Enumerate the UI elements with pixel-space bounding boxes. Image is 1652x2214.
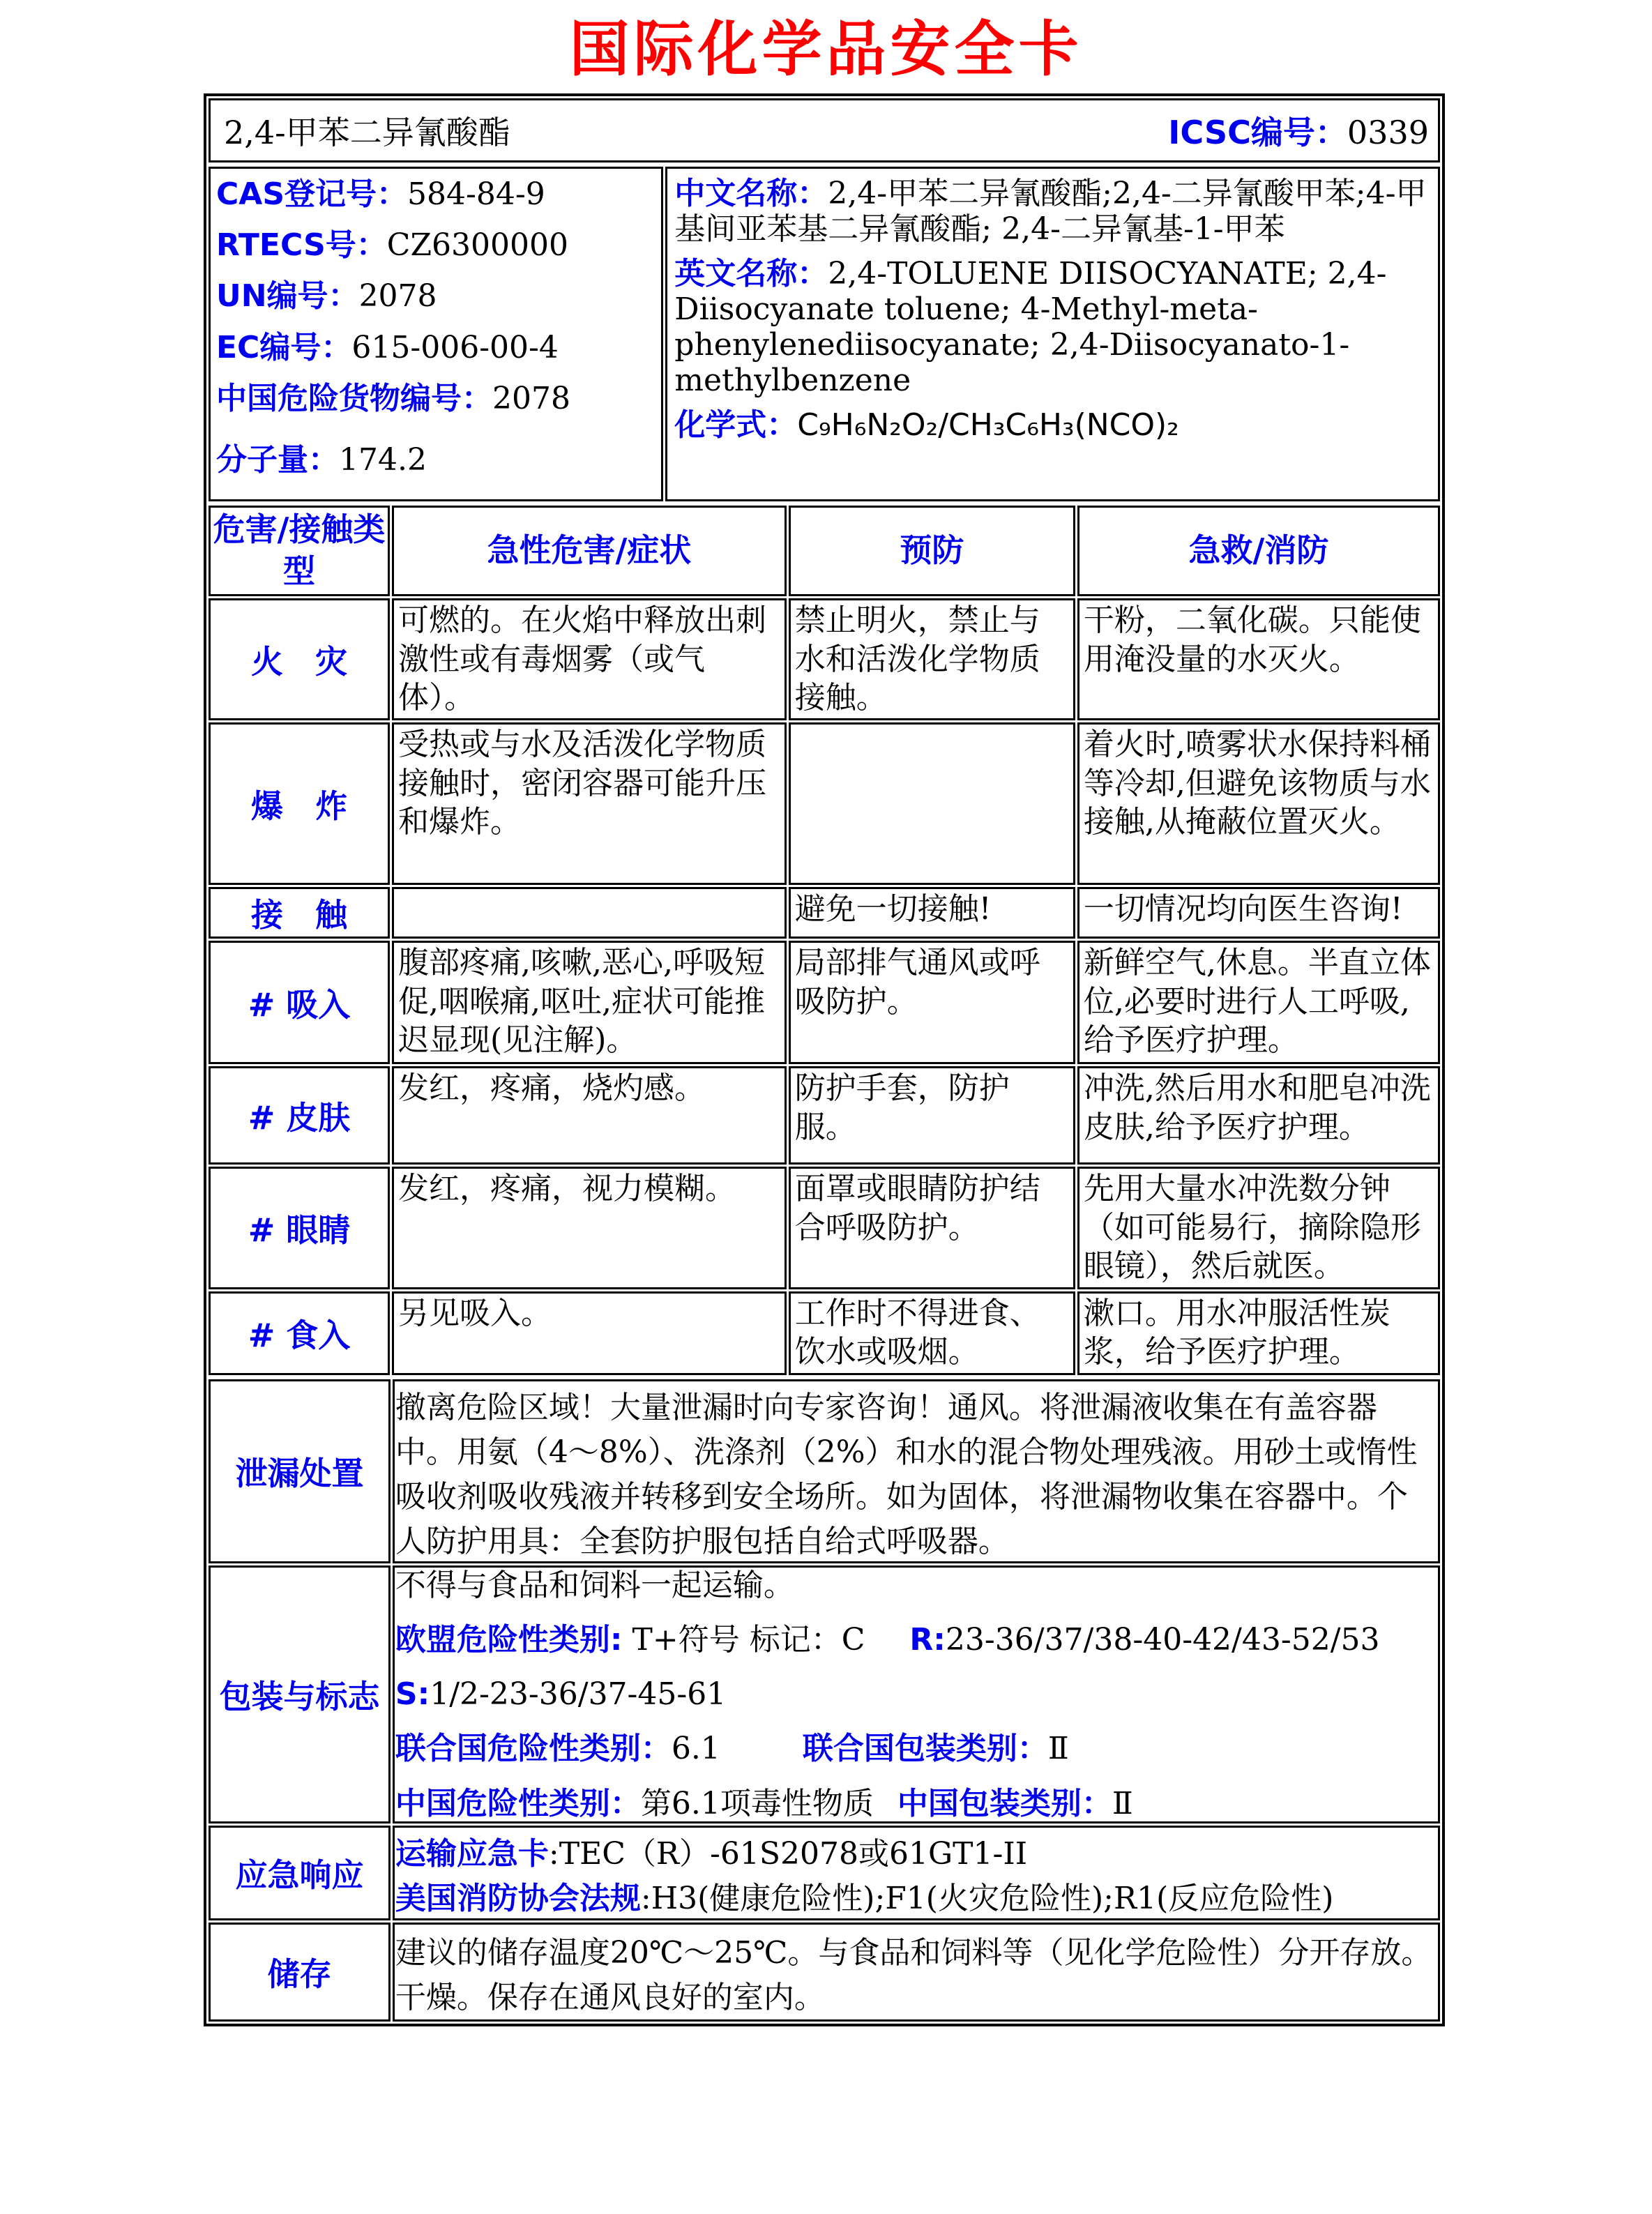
packaging-cn-line: 中国危险性类别：第6.1项毒性物质 中国包装类别：Ⅱ [395, 1785, 1133, 1821]
hazard-type-ingestion: # 食入 [209, 1291, 390, 1375]
packaging-eu-line: 欧盟危险性类别: T+符号 标记：C R:23-36/37/38-40-42/43-52/53 [395, 1621, 1380, 1658]
section-storage [209, 1923, 1440, 2022]
hazard-row-inhalation [209, 941, 1440, 1064]
spill-title-cell: 泄漏处置 [209, 1379, 391, 1563]
icsc-value: 0339 [1347, 114, 1429, 151]
hazard-cell: 一切情况均向医生咨询! [1077, 887, 1440, 939]
safety-card [204, 93, 1445, 2026]
name-table [206, 96, 1442, 165]
hazard-cell: 发红，疼痛，视力模糊。 [392, 1167, 787, 1289]
emergency-content [393, 1826, 1440, 1920]
hazard-cell: 着火时,喷雾状水保持料桶等冷却,但避免该物质与水接触,从掩蔽位置灭火。 [1077, 722, 1440, 885]
hazard-cell: 受热或与水及活泼化学物质接触时，密闭容器可能升压和爆炸。 [392, 722, 787, 885]
hazard-cell: 腹部疼痛,咳嗽,恶心,呼吸短促,咽喉痛,呕吐,症状可能推迟显现(见注解)。 [392, 941, 787, 1064]
hazard-cell [789, 722, 1075, 885]
page-title: 国际化学品安全卡 [569, 14, 1083, 84]
cn-dg-row: 中国危险货物编号：2078 [216, 380, 570, 416]
hazard-cell: 发红，疼痛，烧灼感。 [392, 1066, 787, 1165]
icsc-number [1168, 107, 1429, 153]
cas-row: CAS登记号：584-84-9 [216, 176, 545, 212]
spill-text: 撤离危险区域！大量泄漏时向专家咨询！通风。将泄漏液收集在有盖容器中。用氨（4～8%）、洗涤剂（2%）和水的混合物处理残液。用砂土或惰性吸收剂吸收残液并转移到安全场所。如为固体，将泄漏物收集在容器中。个人防护用具：全套防护服包括自给式呼吸器。 [393, 1379, 1440, 1563]
hazard-type-eyes: # 眼睛 [209, 1167, 390, 1289]
hazard-cell: 避免一切接触! [789, 887, 1075, 939]
section-spill [209, 1379, 1440, 1563]
hazard-cell: 可燃的。在火焰中释放出刺激性或有毒烟雾（或气体）。 [392, 598, 787, 720]
hazard-table [206, 503, 1442, 1377]
hazard-cell: 禁止明火，禁止与水和活泼化学物质接触。 [789, 598, 1075, 720]
hazard-row-skin [209, 1066, 1440, 1165]
un-row: UN编号：2078 [216, 278, 437, 314]
hazard-cell: 新鲜空气,休息。半直立体位,必要时进行人工呼吸,给予医疗护理。 [1077, 941, 1440, 1064]
storage-text: 建议的储存温度20℃～25℃。与食品和饲料等（见化学危险性）分开存放。干燥。保存在通风良好的室内。 [393, 1923, 1440, 2022]
emergency-tec-line: 运输应急卡:TEC（R）-61S2078或61GT1-II [395, 1835, 1028, 1872]
hazard-cell: 工作时不得进食、饮水或吸烟。 [789, 1291, 1075, 1375]
hazard-cell: 另见吸入。 [392, 1291, 787, 1375]
hazard-row-ingestion [209, 1291, 1440, 1375]
hazard-header-response: 急救/消防 [1077, 506, 1440, 596]
packaging-content [393, 1565, 1440, 1823]
emergency-title-cell: 应急响应 [209, 1826, 391, 1920]
hazard-cell: 面罩或眼睛防护结合呼吸防护。 [789, 1167, 1075, 1289]
icsc-label: ICSC编号： [1168, 114, 1347, 151]
sections-table [206, 1377, 1442, 2024]
packaging-s-line: S:1/2-23-36/37-45-61 [395, 1676, 727, 1713]
packaging-title-cell: 包装与标志 [209, 1565, 391, 1823]
section-emergency [209, 1826, 1440, 1920]
hazard-cell: 先用大量水冲洗数分钟（如可能易行，摘除隐形眼镜），然后就医。 [1077, 1167, 1440, 1289]
hazard-row-explosion [209, 722, 1440, 885]
section-packaging [209, 1565, 1440, 1823]
identifiers-left-cell [209, 167, 663, 501]
hazard-cell: 干粉，二氧化碳。只能使用淹没量的水灭火。 [1077, 598, 1440, 720]
hazard-type-inhalation: # 吸入 [209, 941, 390, 1064]
hazard-row-contact [209, 887, 1440, 939]
hazard-header-prevention: 预防 [789, 506, 1075, 596]
hazard-type-explosion: 爆 炸 [209, 722, 390, 885]
formula-row: 化学式：C₉H₆N₂O₂/CH₃C₆H₃(NCO)₂ [674, 407, 1179, 443]
packaging-un-line: 联合国危险性类别：6.1 联合国包装类别：Ⅱ [395, 1731, 1069, 1767]
english-name-row: 英文名称：2,4-TOLUENE DIISOCYANATE; 2,4-Diisocyanate toluene; 4-Methyl-meta-phenylenediisocyanate; 2,4-Diisocyanato-1-methylbenzene [674, 256, 1387, 399]
hazard-header-symptoms: 急性危害/症状 [392, 506, 787, 596]
chemical-formula: C₉H₆N₂O₂/CH₃C₆H₃(NCO)₂ [797, 407, 1179, 443]
hazard-cell: 局部排气通风或呼吸防护。 [789, 941, 1075, 1064]
hazard-row-fire [209, 598, 1440, 720]
hazard-cell: 漱口。用水冲服活性炭浆，给予医疗护理。 [1077, 1291, 1440, 1375]
identifiers-right-cell [665, 167, 1440, 501]
hazard-row-eyes [209, 1167, 1440, 1289]
hazard-cell: 防护手套，防护服。 [789, 1066, 1075, 1165]
rtecs-row: RTECS号：CZ6300000 [216, 227, 568, 264]
chinese-name-row: 中文名称：2,4-甲苯二异氰酸酯;2,4-二异氰酸甲苯;4-甲基间亚苯基二异氰酸酯; 2,4-二异氰基-1-甲苯 [674, 176, 1427, 248]
hazard-type-skin: # 皮肤 [209, 1066, 390, 1165]
hazard-header-type: 危害/接触类型 [209, 506, 390, 596]
packaging-transport-note: 不得与食品和饲料一起运输。 [395, 1567, 794, 1603]
ec-row: EC编号：615-006-00-4 [216, 329, 559, 365]
hazard-cell [392, 887, 787, 939]
identifiers-table [206, 165, 1442, 503]
name-row [209, 98, 1440, 162]
molecular-weight-row: 分子量：174.2 [216, 441, 427, 478]
storage-title-cell: 储存 [209, 1923, 391, 2022]
emergency-nfpa-line: 美国消防协会法规:H3(健康危险性);F1(火灾危险性);R1(反应危险性) [395, 1880, 1334, 1916]
hazard-type-fire: 火 灾 [209, 598, 390, 720]
substance-name: 2,4-甲苯二异氰酸酯 [224, 114, 510, 151]
hazard-type-contact: 接 触 [209, 887, 390, 939]
hazard-cell: 冲洗,然后用水和肥皂冲洗皮肤,给予医疗护理。 [1077, 1066, 1440, 1165]
